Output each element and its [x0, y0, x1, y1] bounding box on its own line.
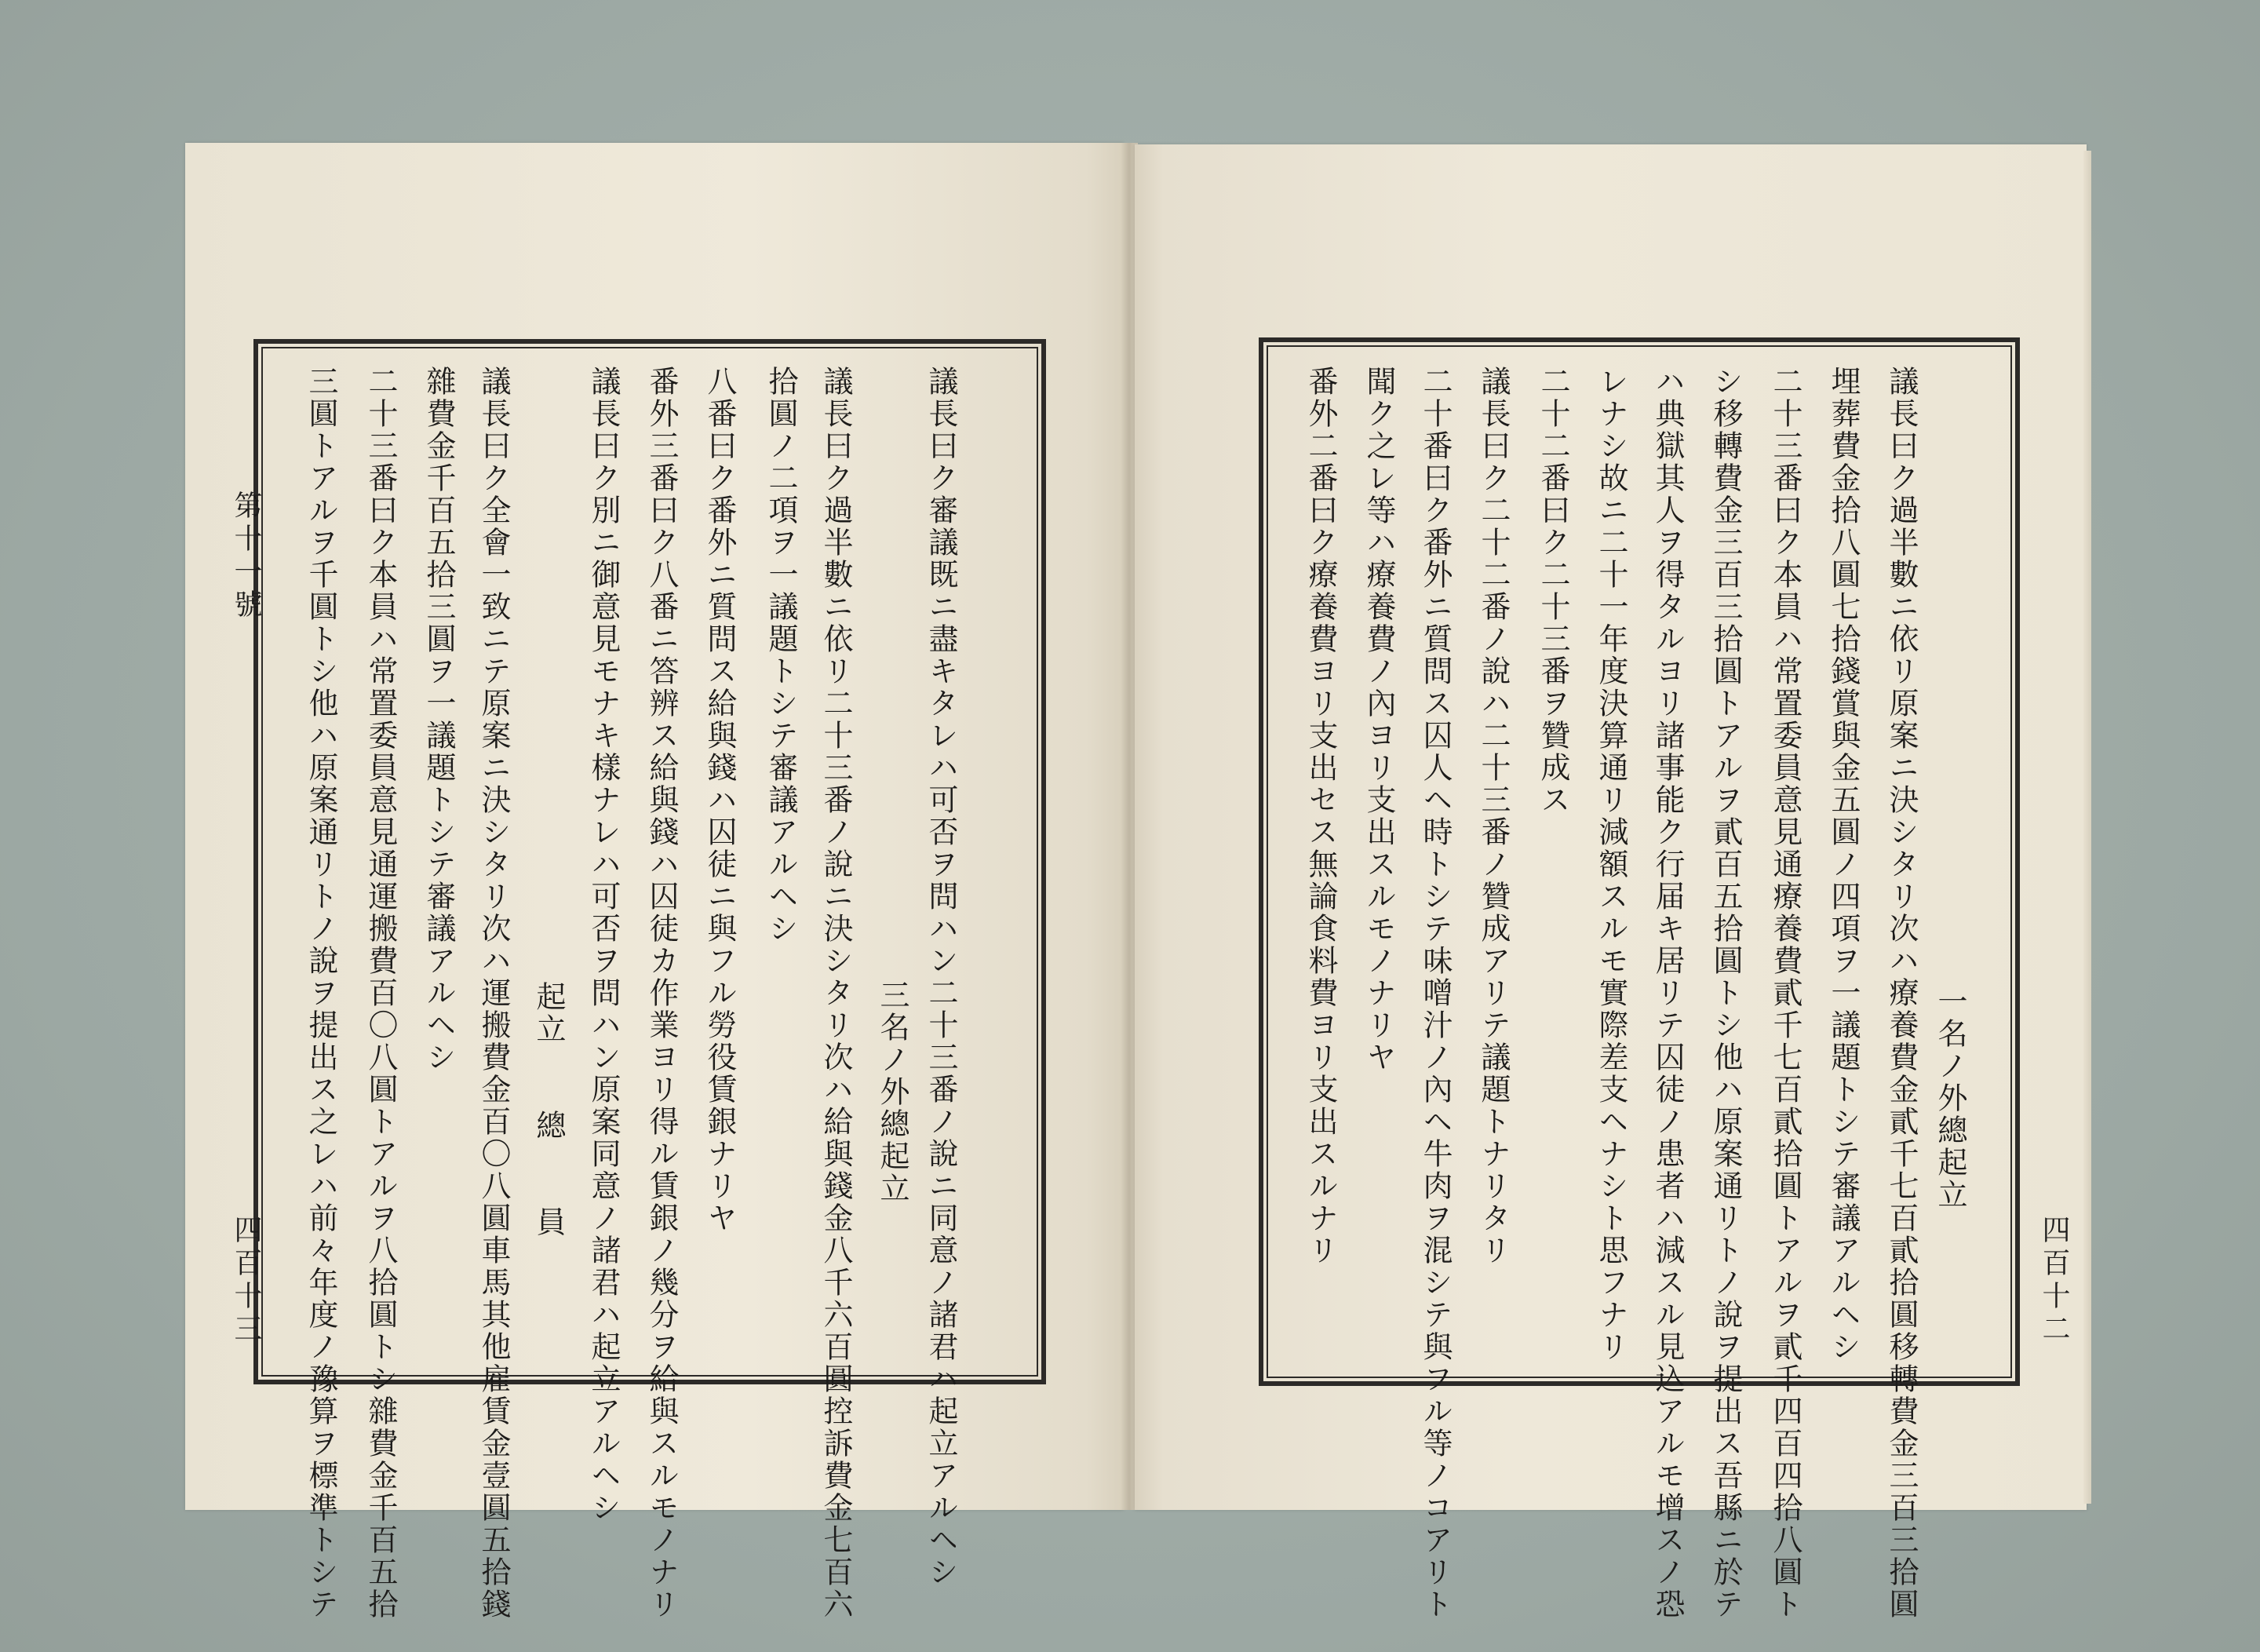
- left-column-8: 起立 總 員: [531, 981, 566, 1238]
- right-column-5: シ移轉費金三百三拾圓トアルヲ貳百五拾圓トシ他ハ原案通リトノ說ヲ提出ス吾縣ニ於テ: [1708, 366, 1743, 1621]
- page-edge: [2083, 151, 2091, 1504]
- right-column-9: 議長曰ク二十二番ノ說ハ二十三番ノ贊成アリテ議題トナリタリ: [1476, 366, 1511, 1267]
- right-column-12: 番外二番曰ク療養費ヨリ支出セス無論食料費ヨリ支出スルナリ: [1303, 366, 1338, 1267]
- right-page-number: 四百十二: [2038, 1215, 2070, 1347]
- left-column-5: 八番曰ク番外ニ質問ス給與錢ハ囚徒ニ與フル勞役賃銀ナリヤ: [702, 366, 737, 1234]
- right-column-6: ハ典獄其人ヲ得タルヨリ諸事能ク行届キ居リテ囚徒ノ患者ハ減スル見込アルモ增スノ恐: [1650, 366, 1685, 1621]
- left-column-10: 雜費金千百五拾三圓ヲ一議題トシテ審議アルヘシ: [421, 366, 456, 1074]
- right-column-11: 聞ク之レ等ハ療養費ノ內ヨリ支出スルモノナリヤ: [1361, 366, 1396, 1074]
- left-column-12: 三圓トアルヲ千圓トシ他ハ原案通リトノ說ヲ提出ス之レハ前々年度ノ豫算ヲ標準トシテ: [304, 366, 338, 1621]
- right-column-10: 二十番曰ク番外ニ質問ス囚人ヘ時トシテ味噌汁ノ內ヘ牛肉ヲ混シテ與フル等ノコアリト: [1418, 366, 1453, 1621]
- right-column-1: 一名ノ外總起立: [1933, 986, 1967, 1211]
- left-page-number: 四百十三: [230, 1215, 262, 1347]
- right-column-2: 議長曰ク過半數ニ依リ原案ニ決シタリ次ハ療養費金貳千七百貳拾圓移轉費金三百三拾圓: [1884, 366, 1919, 1621]
- left-column-1: 議長曰ク審議既ニ盡キタレハ可否ヲ問ハン二十三番ノ說ニ同意ノ諸君ハ起立アルヘシ: [924, 366, 958, 1588]
- left-column-4: 拾圓ノ二項ヲ一議題トシテ審議アルヘシ: [764, 366, 798, 945]
- left-column-7: 議長曰ク別ニ御意見モナキ樣ナレハ可否ヲ問ハン原案同意ノ諸君ハ起立アルヘシ: [586, 366, 621, 1524]
- issue-header: 第十一號: [230, 490, 262, 622]
- right-column-3: 埋葬費金拾八圓七拾錢賞與金五圓ノ四項ヲ一議題トシテ審議アルヘシ: [1826, 366, 1861, 1363]
- left-column-2: 三名ノ外總起立: [875, 979, 909, 1205]
- right-column-7: レナシ故ニ二十一年度決算通リ減額スルモ實際差支ヘナシト思フナリ: [1594, 366, 1628, 1363]
- right-column-8: 二十二番曰ク二十三番ヲ贊成ス: [1536, 366, 1570, 816]
- left-column-11: 二十三番曰ク本員ハ常置委員意見通運搬費百〇八圓トアルヲ八拾圓トシ雜費金千百五拾: [363, 366, 398, 1621]
- left-column-3: 議長曰ク過半數ニ依リ二十三番ノ說ニ決シタリ次ハ給與錢金八千六百圓控訴費金七百六: [818, 366, 853, 1621]
- left-column-9: 議長曰ク全會一致ニテ原案ニ決シタリ次ハ運搬費金百〇八圓車馬其他雇賃金壹圓五拾錢: [476, 366, 511, 1621]
- left-column-6: 番外三番曰ク八番ニ答辨ス給與錢ハ囚徒カ作業ヨリ得ル賃銀ノ幾分ヲ給與スルモノナリ: [644, 366, 679, 1621]
- right-column-4: 二十三番曰ク本員ハ常置委員意見通療養費貳千七百貳拾圓トアルヲ貳千四百四拾八圓ト: [1768, 366, 1803, 1621]
